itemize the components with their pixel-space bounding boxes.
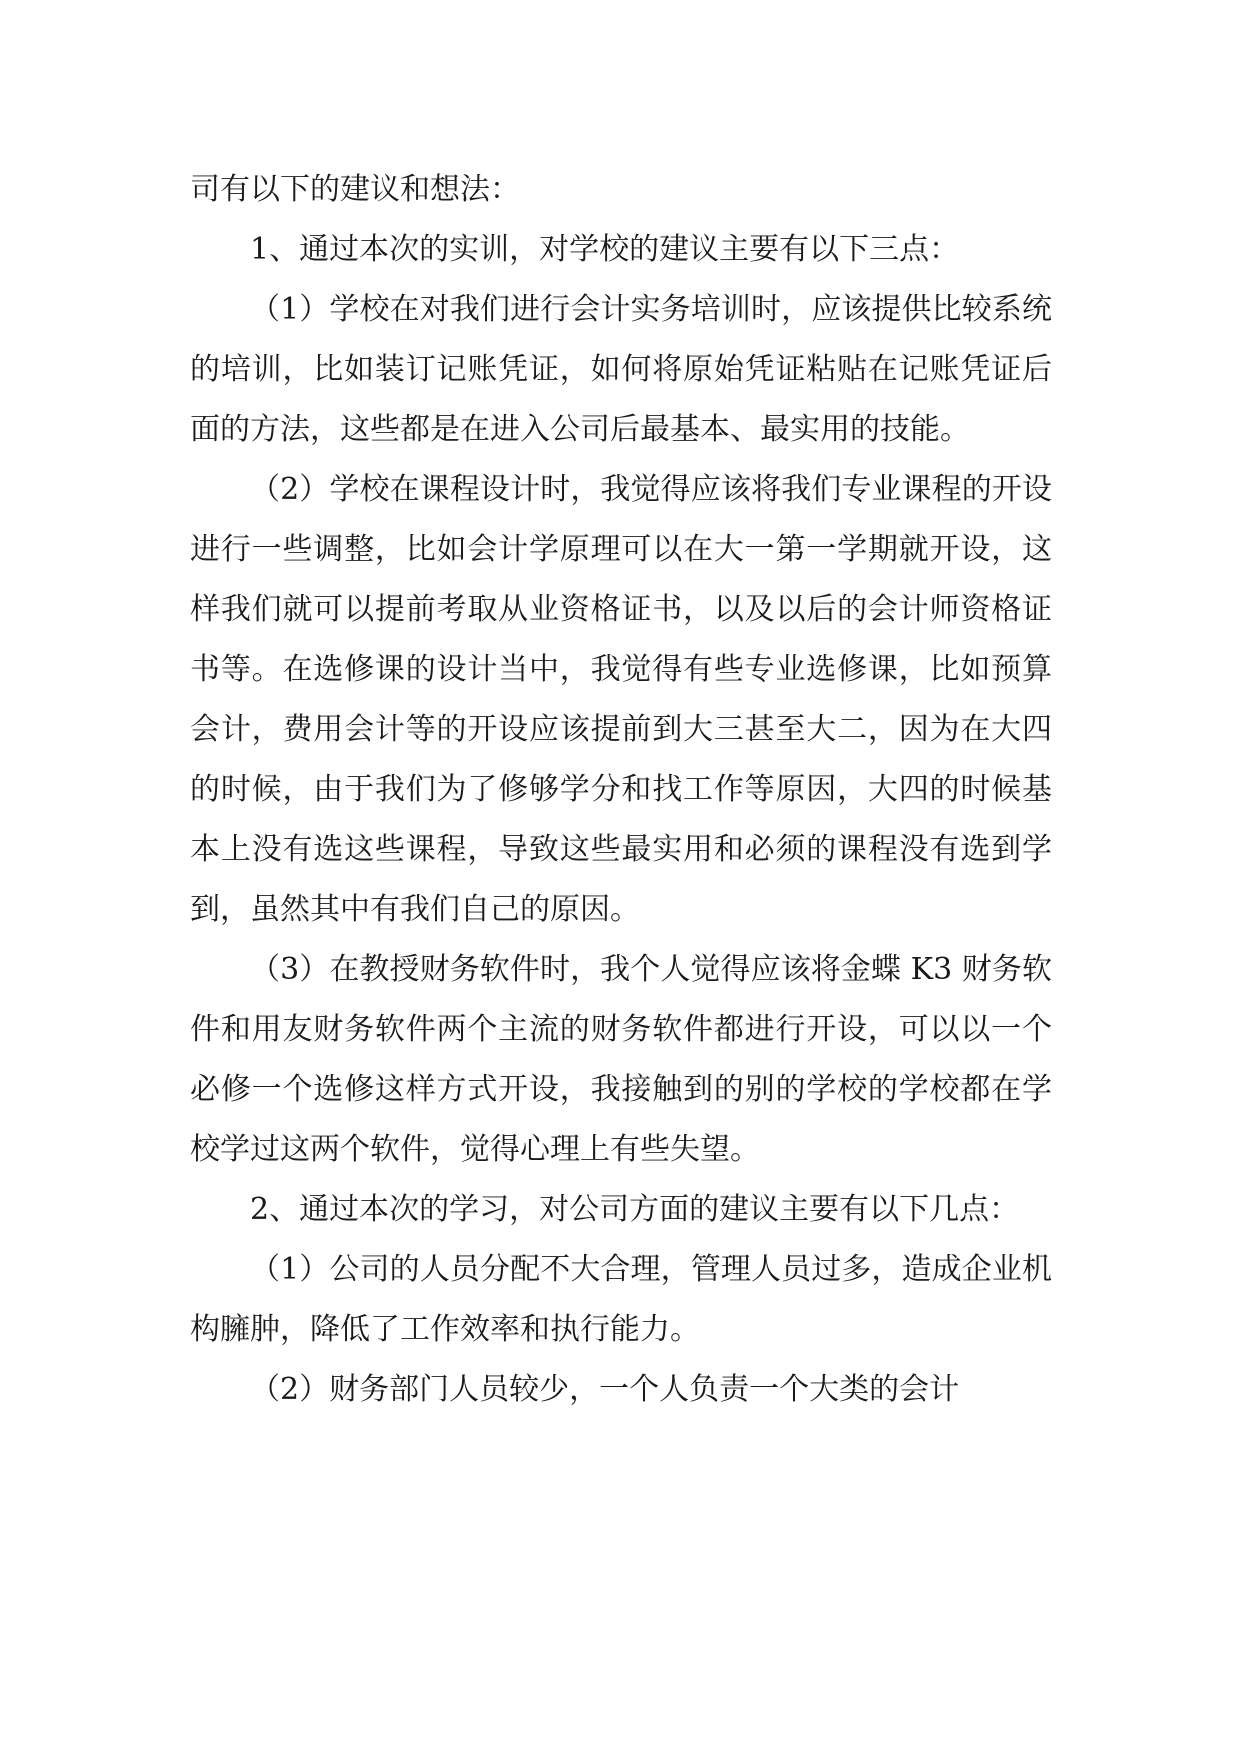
paragraph-school-point-2: （2）学校在课程设计时，我觉得应该将我们专业课程的开设进行一些调整，比如会计学原理可以在大一第一学期就开设，这样我们就可以提前考取从业资格证书，以及以后的会计师资格证书等。在选修课的设计当中，我觉得有些专业选修课，比如预算会计，费用会计等的开设应该提前到大三甚至大二，因为在大四的时候，由于我们为了修够学分和找工作等原因，大四的时候基本上没有选这些课程，导致这些最实用和必须的课程没有选到学到，虽然其中有我们自己的原因。 — [190, 472, 1052, 927]
paragraph-company-suggestions-heading: 2、通过本次的学习，对公司方面的建议主要有以下几点： — [250, 1192, 1020, 1227]
paragraph-school-point-3: （3）在教授财务软件时，我个人觉得应该将金蝶 K3 财务软件和用友财务软件两个主流的财务软件都进行开设，可以以一个必修一个选修这样方式开设，我接触到的别的学校的学校都在学校学过这两个软件，觉得心理上有些失望。 — [190, 952, 1052, 1167]
paragraph-school-point-1: （1）学校在对我们进行会计实务培训时，应该提供比较系统的培训，比如装订记账凭证，如何将原始凭证粘贴在记账凭证后面的方法，这些都是在进入公司后最基本、最实用的技能。 — [190, 292, 1052, 447]
document-body — [190, 160, 1052, 1420]
paragraph-company-point-1: （1）公司的人员分配不大合理，管理人员过多，造成企业机构臃肿，降低了工作效率和执行能力。 — [190, 1252, 1052, 1347]
paragraph-company-point-2: （2）财务部门人员较少，一个人负责一个大类的会计 — [250, 1372, 960, 1407]
paragraph-continuation: 司有以下的建议和想法： — [190, 172, 520, 207]
paragraph-school-suggestions-heading: 1、通过本次的实训，对学校的建议主要有以下三点： — [250, 232, 960, 267]
